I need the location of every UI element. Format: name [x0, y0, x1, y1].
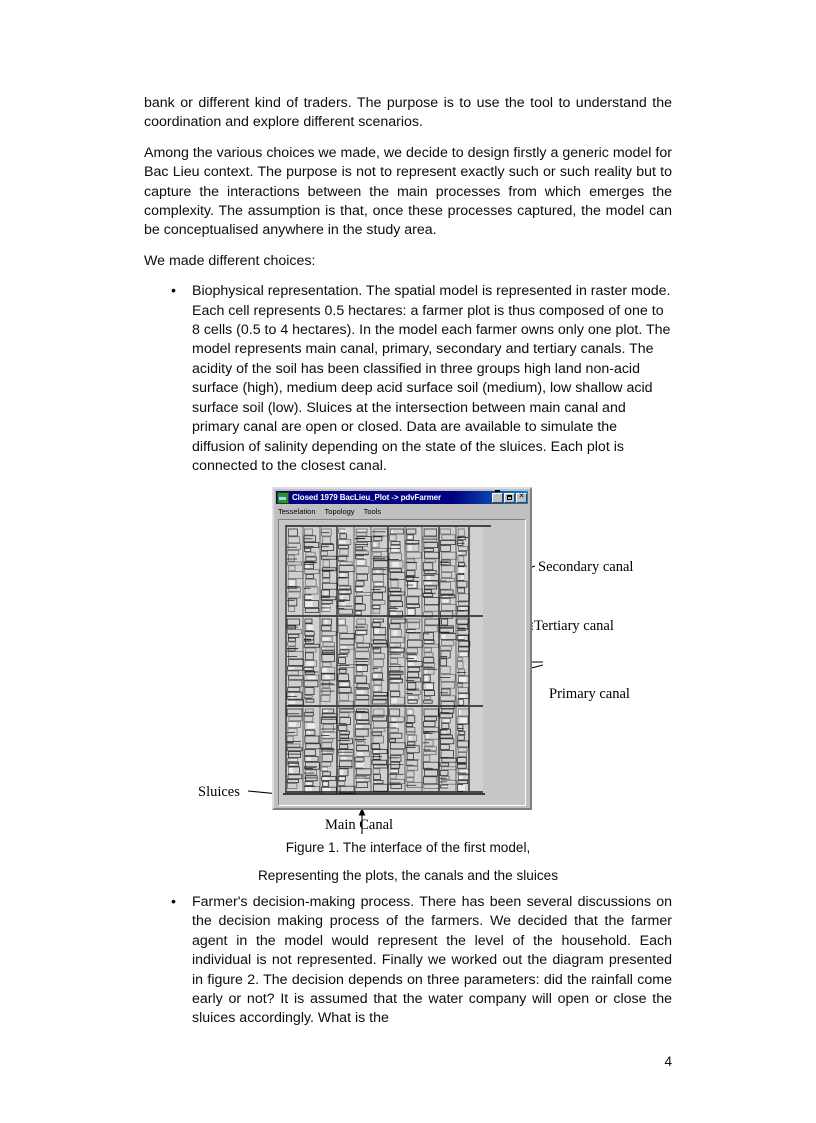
body-text-column [144, 94, 672, 486]
annotation-tertiary-canal: Tertiary canal [534, 618, 614, 634]
page-number: 4 [664, 1054, 672, 1069]
body-text-column-lower [144, 893, 672, 1039]
paragraph-3: We made different choices: [144, 252, 316, 269]
window-titlebar[interactable] [276, 491, 528, 504]
list-item-text: Biophysical representation. The spatial model is represented in raster mode. Each cell represents 0.5 hectares: a farmer plot is thus composed of one to 8 cells (0.5 to 4 hectares). In the model each farmer owns only one plot. The model represents main canal, primary, secondary and tertiary canals. The acidity of the soil has been classified in three groups high land non-acid surface (high), medium deep acid surface soil (medium), low shallow acid surface soil (low). Sluices at the intersection between main canal and primary canal are open or closed. Data are available to simulate the diffusion of salinity depending on the state of the sluices. Each plot is connected to the closest canal. [192, 283, 671, 474]
paragraph-1: bank or different kind of traders. The purpose is to use the tool to understand the coordination and explore different scenarios. [144, 95, 672, 131]
plot-raster-map [279, 520, 525, 805]
window-title: Closed 1979 BacLieu_Plot -> pdvFarmer [292, 493, 442, 502]
figure-caption-line-2: Representing the plots, the canals and the sluices [257, 868, 558, 883]
maximize-button[interactable] [504, 493, 515, 503]
figure-caption-line-1: Figure 1. The interface of the first model, [285, 840, 531, 855]
annotation-primary-canal: Primary canal [549, 686, 630, 702]
close-button[interactable] [516, 493, 527, 503]
minimize-button[interactable] [492, 493, 503, 503]
annotation-main-canal: Main Canal [325, 817, 394, 833]
app-window[interactable] [272, 487, 532, 810]
list-item [144, 282, 672, 476]
annotation-secondary-canal: Secondary canal [538, 559, 634, 575]
close-icon: ✕ [518, 492, 525, 500]
raster-map-canvas[interactable] [278, 519, 526, 806]
annotation-sluices: Sluices [198, 784, 240, 800]
bullet-marker: • [171, 283, 176, 300]
list-item [144, 893, 672, 1029]
bullet-marker: • [171, 894, 176, 910]
window-controls[interactable] [492, 493, 527, 503]
list-item-text: Farmer's decision-making process. There has been several discussions on the decision making process of the farmers. We decided that the farmer agent in the model would represent the level of the household. Each individual is not represented. Finally we worked out the diagram presented in figure 2. The decision depends on three parameters: did the rainfall come early or not? It is assumed that the water company will open or close the sluices accordingly. What is the [192, 894, 672, 1027]
paragraph-2: Among the various choices we made, we decide to design firstly a generic model for Bac Lieu context. The purpose is not to represent exactly such or such reality but to capture the interactions between the main processes from which emerges the complexity. The assumption is that, once these processes captured, the model can be conceptualised anywhere in the study area. [144, 144, 672, 239]
choices-bullet-list [144, 282, 672, 476]
menu-item-tools[interactable]: Tools [363, 506, 382, 516]
menu-item-topology[interactable]: Topology [324, 506, 355, 516]
menu-item-tesselation[interactable]: Tesselation [278, 506, 316, 516]
decision-bullet-list [144, 893, 672, 1029]
figure-1 [0, 482, 816, 902]
app-icon [277, 492, 289, 504]
window-menubar[interactable] [276, 505, 528, 517]
